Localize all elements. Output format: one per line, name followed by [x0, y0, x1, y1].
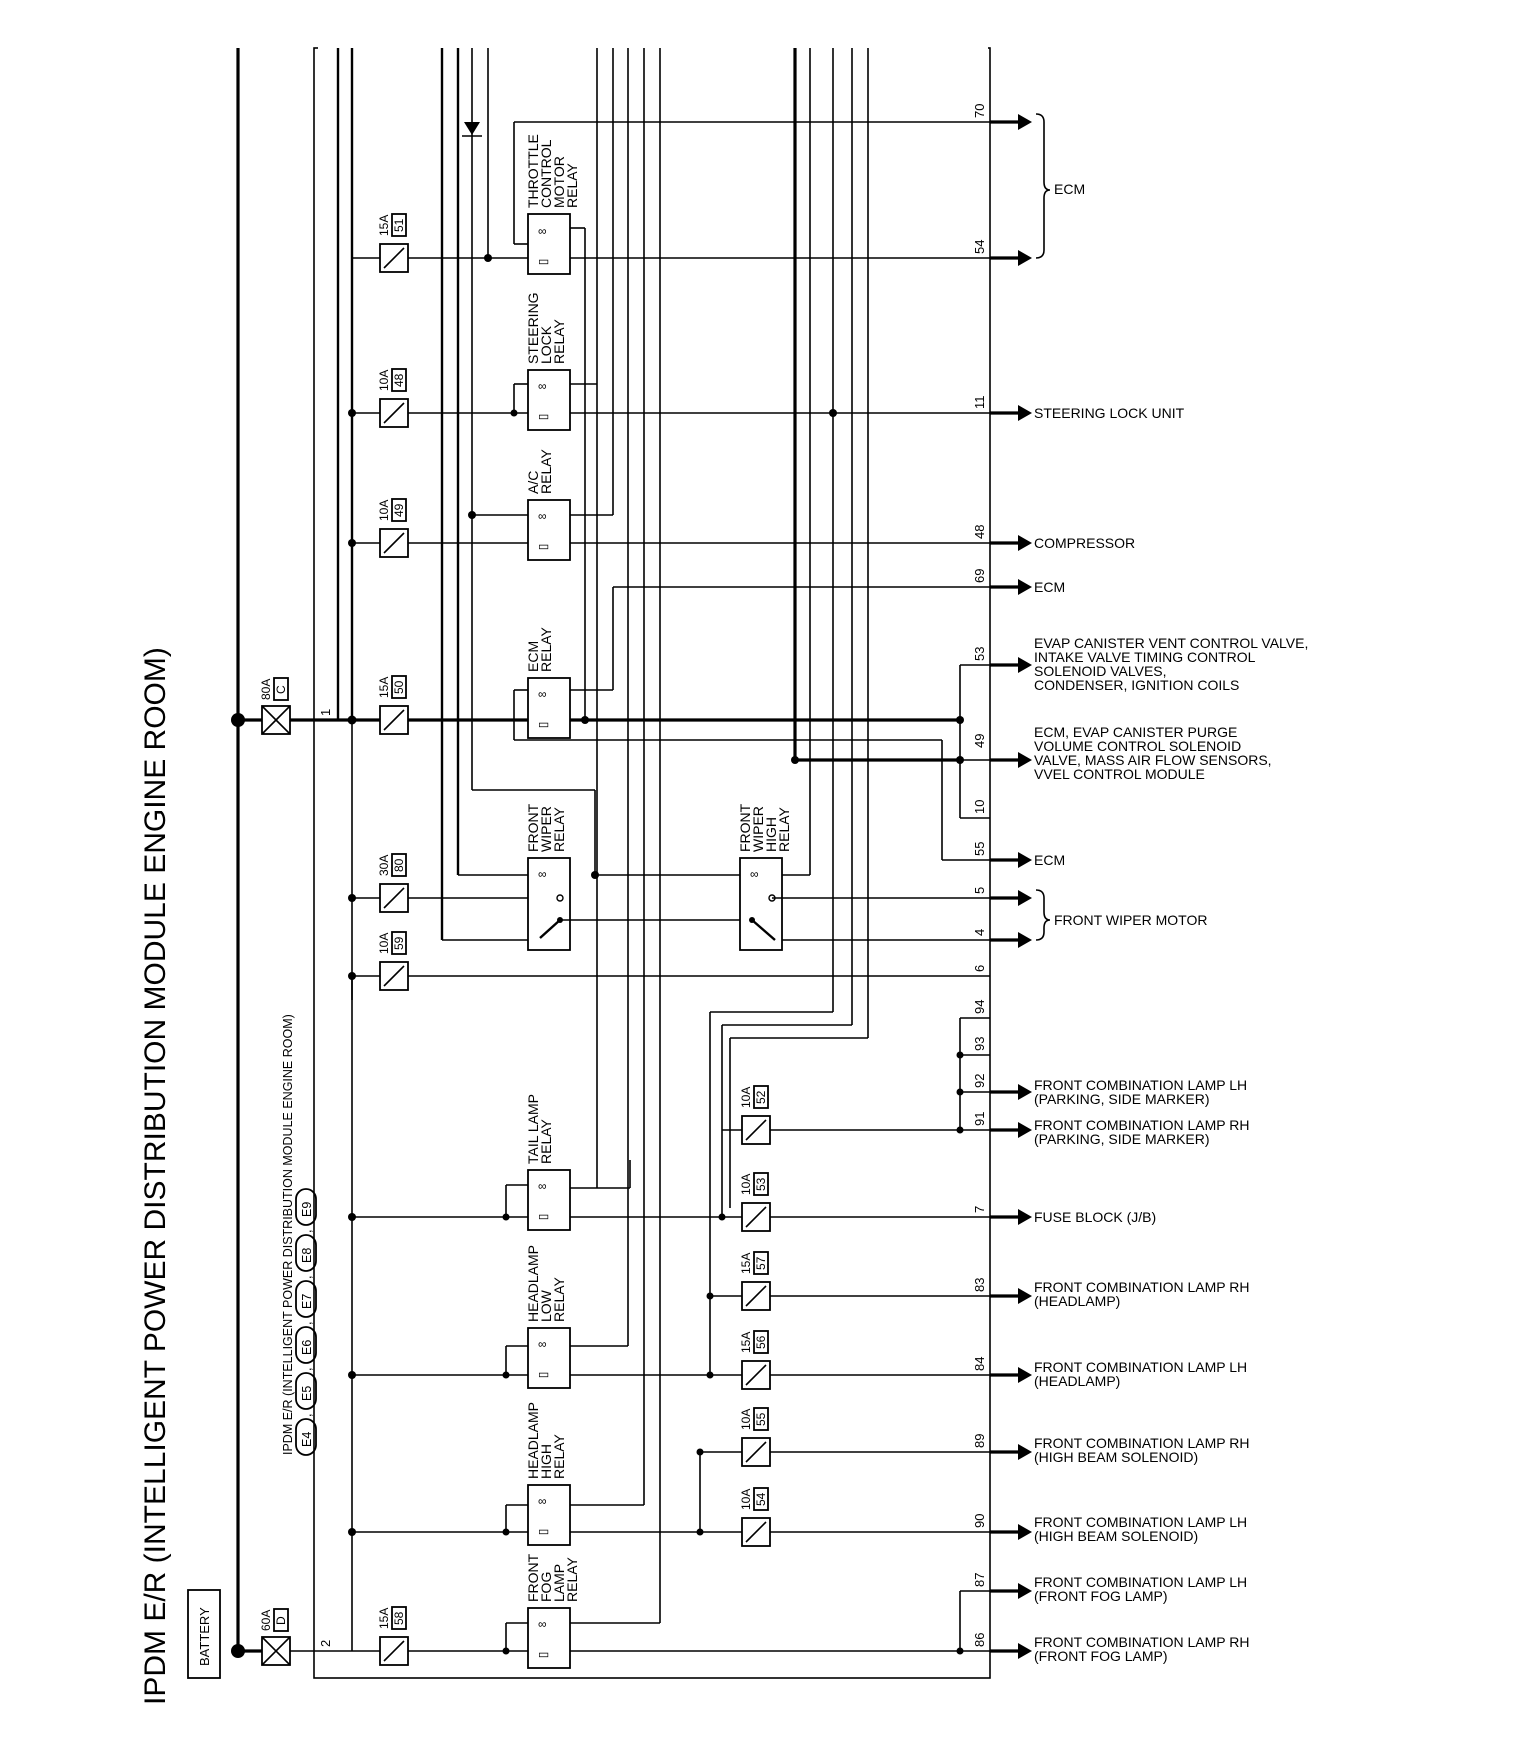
svg-text:THROTTLE: THROTTLE	[525, 134, 541, 208]
svg-text:CONTROL: CONTROL	[538, 139, 554, 208]
svg-text:∞: ∞	[750, 867, 759, 881]
svg-text:RELAY: RELAY	[551, 807, 567, 852]
fuse-52	[739, 1086, 770, 1144]
ipdm-outline	[314, 48, 990, 1678]
fuse-50	[377, 676, 408, 734]
connector-e8	[296, 1235, 316, 1271]
svg-text:SOLENOID VALVES,: SOLENOID VALVES,	[1034, 663, 1167, 679]
output-fcl-rh-parking	[1034, 1117, 1249, 1147]
svg-text:VALVE, MASS AIR FLOW SENSORS,: VALVE, MASS AIR FLOW SENSORS,	[1034, 752, 1272, 768]
output-fcl-rh-fog	[1034, 1634, 1249, 1664]
svg-text:FRONT: FRONT	[525, 1553, 541, 1602]
pin-53: 53	[972, 646, 987, 661]
connector-e6	[296, 1327, 316, 1363]
pin-10: 10	[972, 799, 987, 814]
svg-text:(HIGH BEAM SOLENOID): (HIGH BEAM SOLENOID)	[1034, 1528, 1199, 1544]
fuse-58	[377, 1607, 408, 1665]
svg-text:FOG: FOG	[538, 1571, 554, 1602]
connector-e9	[296, 1189, 316, 1225]
svg-text:LOW: LOW	[538, 1290, 554, 1322]
svg-text:,: ,	[300, 1229, 314, 1233]
svg-text:55: 55	[754, 1412, 768, 1426]
svg-text:RELAY: RELAY	[564, 163, 580, 208]
fuse-51	[377, 214, 408, 272]
fuse-56	[739, 1331, 770, 1389]
pin-87: 87	[972, 1572, 987, 1587]
svg-text:FRONT COMBINATION LAMP LH: FRONT COMBINATION LAMP LH	[1034, 1574, 1248, 1590]
svg-text:STEERING: STEERING	[525, 292, 541, 364]
svg-text:HEADLAMP: HEADLAMP	[525, 1401, 541, 1479]
pin-55: 55	[972, 841, 987, 856]
svg-text:15A: 15A	[739, 1252, 753, 1274]
pin-labels	[972, 104, 987, 1647]
pin-7: 7	[972, 1205, 987, 1213]
svg-text:15A: 15A	[377, 676, 391, 698]
svg-text:∞: ∞	[538, 1179, 547, 1193]
output-fcl-lh-fog	[1034, 1574, 1247, 1604]
battery	[188, 1590, 220, 1678]
svg-text:∞: ∞	[538, 1494, 547, 1508]
pin-93: 93	[972, 1036, 987, 1051]
svg-text:HIGH: HIGH	[538, 1444, 554, 1479]
svg-text:▭: ▭	[538, 1647, 550, 1661]
svg-text:60A: 60A	[259, 1609, 273, 1631]
svg-text:ECM, EVAP CANISTER PURGE: ECM, EVAP CANISTER PURGE	[1034, 724, 1238, 740]
svg-text:56: 56	[754, 1335, 768, 1349]
svg-text:48: 48	[392, 373, 406, 387]
svg-text:HIGH: HIGH	[763, 817, 779, 852]
svg-text:BATTERY: BATTERY	[197, 1607, 212, 1666]
connector-e7	[296, 1281, 316, 1317]
svg-text:RELAY: RELAY	[538, 1119, 554, 1164]
fuse-55	[739, 1408, 770, 1466]
svg-text:50: 50	[392, 680, 406, 694]
svg-text:▭: ▭	[538, 1209, 550, 1223]
pin-69: 69	[972, 568, 987, 583]
svg-text:FRONT COMBINATION LAMP RH: FRONT COMBINATION LAMP RH	[1034, 1117, 1250, 1133]
svg-text:∞: ∞	[538, 379, 547, 393]
throttle-control-motor-relay	[525, 134, 580, 274]
output-fcl-rh-high-beam	[1034, 1435, 1249, 1465]
svg-text:15A: 15A	[377, 214, 391, 236]
svg-text:FRONT COMBINATION LAMP LH: FRONT COMBINATION LAMP LH	[1034, 1077, 1248, 1093]
pin-11: 11	[972, 395, 987, 409]
ac-relay	[525, 448, 570, 560]
svg-text:,: ,	[300, 1367, 314, 1371]
pin-91: 91	[972, 1111, 987, 1126]
pin-6: 6	[972, 964, 987, 972]
svg-text:▭: ▭	[538, 254, 550, 268]
svg-text:RELAY: RELAY	[538, 449, 554, 494]
pin-94: 94	[972, 999, 987, 1014]
svg-text:10A: 10A	[739, 1488, 753, 1510]
pin-86: 86	[972, 1632, 987, 1647]
pin-54: 54	[972, 239, 987, 254]
page-title: IPDM E/R (INTELLIGENT POWER DISTRIBUTION MODULE ENGINE ROOM)	[139, 647, 172, 1705]
svg-text:RELAY: RELAY	[551, 319, 567, 364]
svg-text:∞: ∞	[538, 224, 547, 238]
fuse-59	[377, 932, 408, 990]
svg-text:15A: 15A	[739, 1331, 753, 1353]
svg-text:∞: ∞	[538, 1617, 547, 1631]
fusible-link-c	[259, 678, 290, 734]
output-arrows	[990, 114, 1032, 1659]
output-fcl-rh-headlamp	[1034, 1279, 1249, 1309]
svg-text:E8: E8	[300, 1247, 314, 1263]
output-fuse-block: FUSE BLOCK (J/B)	[1034, 1209, 1157, 1225]
pin-48: 48	[972, 524, 987, 539]
output-fcl-lh-high-beam	[1034, 1514, 1247, 1544]
svg-text:▭: ▭	[538, 1367, 550, 1381]
svg-text:C: C	[274, 685, 288, 694]
svg-text:FRONT COMBINATION LAMP LH: FRONT COMBINATION LAMP LH	[1034, 1514, 1248, 1530]
headlamp-low-relay	[525, 1245, 570, 1388]
output-ecm-evap-purge	[1034, 724, 1272, 782]
svg-text:FRONT COMBINATION LAMP RH: FRONT COMBINATION LAMP RH	[1034, 1435, 1250, 1451]
svg-text:54: 54	[754, 1492, 768, 1506]
svg-text:∞: ∞	[538, 509, 547, 523]
pin-89: 89	[972, 1433, 987, 1448]
svg-text:10A: 10A	[377, 499, 391, 521]
svg-text:15A: 15A	[377, 1607, 391, 1629]
svg-text:▭: ▭	[538, 409, 550, 423]
svg-text:E7: E7	[300, 1293, 314, 1309]
svg-text:FRONT COMBINATION LAMP RH: FRONT COMBINATION LAMP RH	[1034, 1279, 1250, 1295]
svg-text:,: ,	[300, 1413, 314, 1417]
svg-text:(HEADLAMP): (HEADLAMP)	[1034, 1293, 1121, 1309]
output-fcl-lh-parking	[1034, 1077, 1247, 1107]
svg-text:INTAKE VALVE TIMING CONTROL: INTAKE VALVE TIMING CONTROL	[1034, 649, 1256, 665]
svg-text:E4: E4	[300, 1431, 314, 1447]
svg-text:E5: E5	[300, 1385, 314, 1401]
front-wiper-relay	[525, 803, 570, 950]
svg-text:80A: 80A	[259, 678, 273, 700]
tail-lamp-relay	[525, 1094, 570, 1230]
svg-text:TAIL LAMP: TAIL LAMP	[525, 1093, 541, 1164]
svg-text:▭: ▭	[538, 539, 550, 553]
pin-90: 90	[972, 1513, 987, 1528]
output-ecm-69: ECM	[1034, 579, 1066, 595]
svg-text:LAMP: LAMP	[551, 1563, 567, 1602]
svg-text:53: 53	[754, 1177, 768, 1191]
svg-text:HEADLAMP: HEADLAMP	[525, 1244, 541, 1322]
svg-text:RELAY: RELAY	[538, 627, 554, 672]
output-ecm-top: ECM	[1054, 181, 1086, 197]
headlamp-high-relay	[525, 1402, 570, 1545]
diode-icon	[464, 122, 480, 135]
svg-text:▭: ▭	[538, 717, 550, 731]
svg-text:A/C: A/C	[525, 470, 541, 494]
fuse-80	[377, 854, 408, 912]
output-labels	[1034, 181, 1308, 1664]
svg-text:E9: E9	[300, 1201, 314, 1217]
svg-text:VVEL CONTROL MODULE: VVEL CONTROL MODULE	[1034, 766, 1205, 782]
svg-text:WIPER: WIPER	[750, 806, 766, 852]
svg-text:1: 1	[318, 708, 333, 716]
svg-text:EVAP CANISTER VENT CONTROL VAL: EVAP CANISTER VENT CONTROL VALVE,	[1034, 635, 1309, 651]
svg-text:(PARKING, SIDE MARKER): (PARKING, SIDE MARKER)	[1034, 1131, 1210, 1147]
svg-text:▭: ▭	[538, 1524, 550, 1538]
svg-text:MOTOR: MOTOR	[551, 156, 567, 208]
pin-4: 4	[972, 928, 987, 936]
svg-text:,: ,	[300, 1275, 314, 1279]
svg-text:30A: 30A	[377, 854, 391, 876]
fuse-49	[377, 499, 408, 557]
svg-text:D: D	[274, 1616, 288, 1625]
output-evap-vent	[1034, 635, 1308, 693]
svg-text:2: 2	[318, 1639, 333, 1647]
steering-lock-relay	[525, 292, 570, 430]
svg-text:RELAY: RELAY	[564, 1557, 580, 1602]
svg-text:51: 51	[392, 218, 406, 232]
svg-text:10A: 10A	[739, 1408, 753, 1430]
svg-text:10A: 10A	[739, 1173, 753, 1195]
pin-70: 70	[972, 103, 987, 118]
svg-text:FRONT: FRONT	[737, 803, 753, 852]
output-front-wiper-motor: FRONT WIPER MOTOR	[1054, 912, 1208, 928]
connector-e5	[296, 1373, 316, 1409]
svg-text:E6: E6	[300, 1339, 314, 1355]
svg-text:(FRONT FOG LAMP): (FRONT FOG LAMP)	[1034, 1648, 1168, 1664]
pin-83: 83	[972, 1277, 987, 1292]
fuse-57	[739, 1252, 770, 1310]
svg-text:10A: 10A	[377, 369, 391, 391]
svg-text:49: 49	[392, 503, 406, 517]
fuse-53	[739, 1173, 770, 1231]
svg-text:10A: 10A	[377, 932, 391, 954]
svg-text:RELAY: RELAY	[776, 807, 792, 852]
pin-84: 84	[972, 1356, 987, 1371]
svg-text:ECM: ECM	[525, 640, 541, 672]
output-ecm-55: ECM	[1034, 852, 1066, 868]
svg-text:LOCK: LOCK	[538, 325, 554, 364]
svg-text:52: 52	[754, 1090, 768, 1104]
output-fcl-lh-headlamp	[1034, 1359, 1247, 1389]
svg-text:(HEADLAMP): (HEADLAMP)	[1034, 1373, 1121, 1389]
svg-text:FRONT COMBINATION LAMP RH: FRONT COMBINATION LAMP RH	[1034, 1634, 1250, 1650]
fuse-48	[377, 369, 408, 427]
svg-text:FRONT COMBINATION LAMP LH: FRONT COMBINATION LAMP LH	[1034, 1359, 1248, 1375]
front-wiper-high-relay	[737, 803, 792, 950]
svg-text:(FRONT FOG LAMP): (FRONT FOG LAMP)	[1034, 1588, 1168, 1604]
output-compressor: COMPRESSOR	[1034, 535, 1136, 551]
svg-text:57: 57	[754, 1256, 768, 1270]
fusible-link-d	[259, 1609, 290, 1665]
svg-text:59: 59	[392, 936, 406, 950]
connector-list	[296, 1189, 316, 1455]
svg-text:VOLUME CONTROL SOLENOID: VOLUME CONTROL SOLENOID	[1034, 738, 1242, 754]
svg-text:(HIGH BEAM SOLENOID): (HIGH BEAM SOLENOID)	[1034, 1449, 1199, 1465]
svg-text:∞: ∞	[538, 687, 547, 701]
svg-text:80: 80	[392, 858, 406, 872]
svg-text:CONDENSER, IGNITION COILS: CONDENSER, IGNITION COILS	[1034, 677, 1240, 693]
pin-5: 5	[972, 886, 987, 894]
svg-text:RELAY: RELAY	[551, 1434, 567, 1479]
output-steering-lock-unit: STEERING LOCK UNIT	[1034, 405, 1185, 421]
connector-e4	[296, 1419, 316, 1455]
svg-text:WIPER: WIPER	[538, 806, 554, 852]
pin-49: 49	[972, 733, 987, 748]
svg-text:10A: 10A	[739, 1086, 753, 1108]
ipdm-subtitle: IPDM E/R (INTELLIGENT POWER DISTRIBUTION MODULE ENGINE ROOM)	[281, 1014, 295, 1455]
svg-text:FRONT: FRONT	[525, 803, 541, 852]
ecm-relay	[525, 626, 570, 738]
svg-text:RELAY: RELAY	[551, 1277, 567, 1322]
fuse-54	[739, 1488, 770, 1546]
svg-text:,: ,	[300, 1321, 314, 1325]
svg-text:(PARKING, SIDE MARKER): (PARKING, SIDE MARKER)	[1034, 1091, 1210, 1107]
svg-text:∞: ∞	[538, 1337, 547, 1351]
svg-text:58: 58	[392, 1611, 406, 1625]
pin-92: 92	[972, 1073, 987, 1088]
svg-text:∞: ∞	[538, 867, 547, 881]
